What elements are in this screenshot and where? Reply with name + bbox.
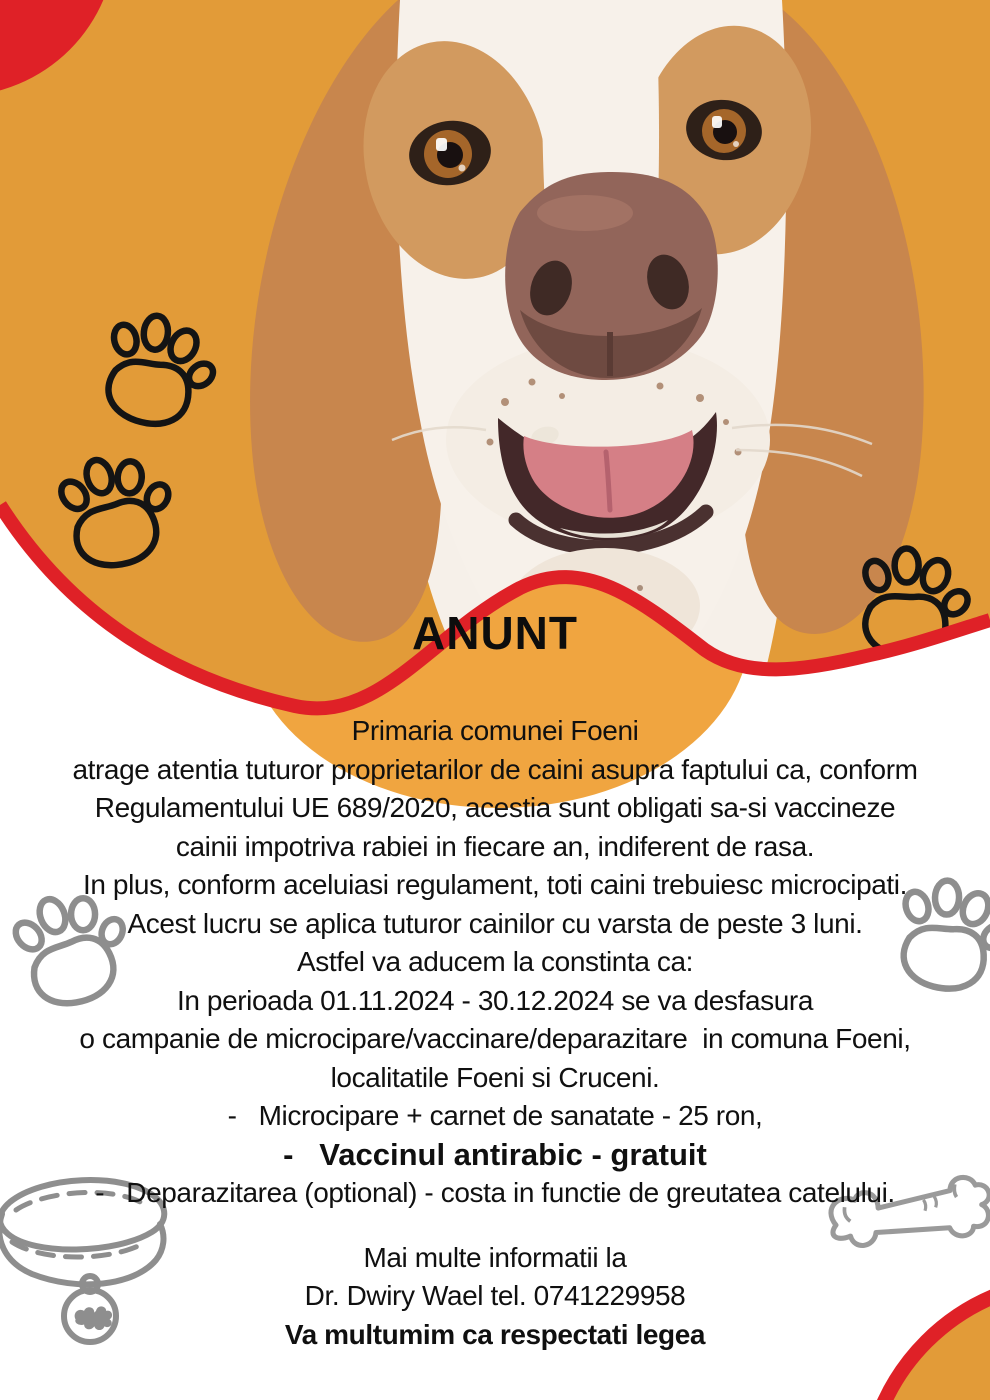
body-line: Regulamentului UE 689/2020, acestia sunt obligati sa-si vaccineze: [94, 792, 896, 823]
footer-line-thanks: Va multumim ca respectati legea: [284, 1318, 706, 1350]
bullet-line-microcipare: - Microcipare + carnet de sanatate - 25 ron,: [227, 1100, 763, 1131]
poster-title: ANUNT: [412, 607, 578, 659]
issuer-heading: Primaria comunei Foeni: [351, 715, 639, 746]
body-line: Acest lucru se aplica tuturor cainilor cu varsta de peste 3 luni.: [127, 907, 863, 939]
footer-line-info: Mai multe informatii la: [363, 1241, 627, 1273]
body-line: In plus, conform aceluiasi regulament, toti caini trebuiesc microcipati.: [82, 869, 908, 900]
body-line: atrage atentia tuturor proprietarilor de caini asupra faptului ca, conform: [72, 753, 918, 785]
body-line: In perioada 01.11.2024 - 30.12.2024 se va desfasura: [176, 984, 813, 1016]
bullet-line-deparazitare: - Deparazitarea (optional) - costa in functie de greutatea catelului.: [95, 1177, 895, 1208]
footer-line-contact: Dr. Dwiry Wael tel. 0741229958: [304, 1280, 686, 1311]
body-line: Astfel va aducem la constinta ca:: [296, 946, 694, 977]
dog-nose: [505, 172, 718, 380]
body-line: o campanie de microcipare/vaccinare/deparazitare in comuna Foeni,: [79, 1023, 911, 1054]
body-line: localitatile Foeni si Cruceni.: [330, 1061, 660, 1093]
body-line: cainii impotriva rabiei in fiecare an, indiferent de rasa.: [175, 830, 815, 862]
announcement-text: [0, 712, 990, 1354]
spacer: [0, 1213, 990, 1239]
bullet-line-vaccin: - Vaccinul antirabic - gratuit: [283, 1136, 707, 1172]
